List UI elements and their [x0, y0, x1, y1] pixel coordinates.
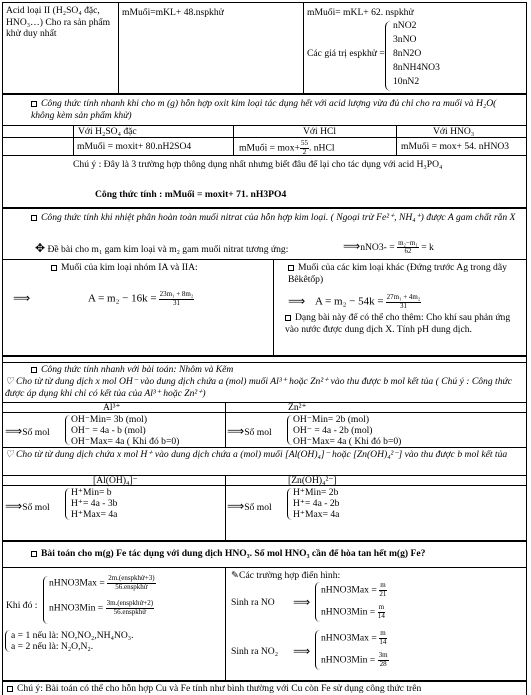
formula-h3po4: Công thức tính : mMuối = moxit+ 71. nH3PO4 [95, 189, 287, 200]
no2-min: nHNO3Min = $\frac{3m}{28}$ [321, 651, 388, 668]
zn-line: OH⁻Max= 4a ( Khi đó b=0) [293, 436, 402, 447]
note-h3po4: Chú ý : Đây là 3 trường hợp thông dụng nhất nhưng biết đâu để lại cho tác dụng với acid H₃PO₄ [73, 159, 443, 170]
right-arrow-icon: ⟹ [293, 595, 311, 609]
no2-max: nHNO3Max = $\frac{m}{14}$ [321, 629, 387, 646]
khi-do-label: Khi đó : [6, 600, 38, 611]
hno3-min-formula: nHNO3Min = $\frac{\text{3m.(enspkhử+2)}}{\text{56.enspkhử}}$ [49, 599, 154, 616]
col-header-hcl: Với HCl [303, 126, 337, 137]
checkbox-icon [31, 215, 37, 221]
no2-label: Sinh ra NO₂ [231, 646, 279, 657]
aloh4-line: H⁺Min= b [71, 487, 112, 498]
oh-question: Cho từ từ dung dịch x mol OH⁻ vào dung dịch chứa a (mol) muối Al³⁺ hoặc Zn²⁺ vào thu được b mol kết tủa ( Chú ý : Công thức được áp dụng khi chỉ có kết tủa của Al³⁺ hoặc Zn²⁺) [5, 376, 512, 399]
znoh4-line: H⁺= 4a - 2b [293, 498, 340, 509]
al-line: OH⁻Max= 4a ( Khi đó b=0) [71, 436, 180, 447]
right-arrow-icon: ⟹ [227, 424, 245, 438]
acid-type-cell: Acid loại II (H₂SO₄ đặc, HNO₃…) Cho ra sản phẩm khử duy nhất [6, 5, 111, 40]
no-min: nHNO3Min = $\frac{m}{14}$ [321, 603, 385, 620]
formula-h2so4: mMuối = moxit+ 80.nH2SO4 [77, 141, 192, 152]
ph-note: Dạng bài này để có thể cho thêm: Cho khí sau phản ứng vào nước được dung dịch X. Tính pH dung dịch. [285, 312, 511, 335]
section-title: Công thức tính nhanh khi cho m (g) hỗn hợp oxit kim loại tác dụng hết với acid lượng vừa đủ chỉ cho ra muối và H₂O( không kèm sản phẩm khử) [31, 98, 497, 121]
aloh4-line: H⁺= 4a - 3b [71, 498, 118, 509]
formula-other: A = m₂ − 54k = $\frac{\text{27m₁ + 4m₂}}{31}$ [315, 293, 421, 310]
typical-cases-label: ✎Các trường hợp điển hình: [231, 570, 341, 581]
group-iaiia-heading: Muối của kim loại nhóm IA và IIA: [61, 262, 198, 273]
right-arrow-icon: ⟹ [343, 239, 361, 253]
al-line: OH⁻Min= 3b (mol) [71, 414, 148, 425]
checkbox-icon [31, 367, 37, 373]
heart-icon: ♡ [5, 376, 14, 387]
no-max: nHNO3Max = $\frac{m}{21}$ [321, 581, 387, 598]
electron-value: 8nNH4NO3 [393, 62, 440, 73]
al-zn-section [2, 356, 527, 541]
checkbox-icon [51, 265, 57, 271]
checkbox-icon [31, 551, 37, 557]
nitrate-section [2, 208, 527, 356]
right-arrow-icon: ⟹ [5, 499, 23, 513]
oxide-section [2, 94, 527, 208]
formula-hcl: mMuối = mox+ $\frac{55}{2}$ . nHCl [239, 139, 335, 156]
znoh4-line: H⁺Max= 4a [293, 509, 340, 520]
pen-icon: ✎ [231, 570, 240, 581]
no-label: Sinh ra NO [231, 597, 275, 608]
aloh4-header: [Al(OH)₄]⁻ [93, 475, 138, 486]
right-arrow-icon: ⟹ [5, 424, 23, 438]
fe-hno3-section [2, 541, 527, 681]
mol-label: ⟹Số mol [227, 499, 272, 513]
electron-values-label: Các giá trị espkhử = [307, 48, 385, 59]
footer-text: Chú ý: Bài toán có thể cho hỗn hợp Cu và Fe tính như bình thường với Cu còn Fe sử dụng công thức trên [17, 683, 422, 694]
right-arrow-icon: ⟹ [227, 499, 245, 513]
right-arrow-icon: ⟹ [13, 291, 31, 305]
al-header: Al³⁺ [103, 402, 121, 413]
aloh4-line: H⁺Max= 4a [71, 509, 118, 520]
znoh4-line: H⁺Min= 2b [293, 487, 339, 498]
mol-label: ⟹Số mol [5, 424, 50, 438]
hno3-max-formula: nHNO3Max = $\frac{\text{2m.(enspkhử+3)}}{\text{56.enspkhử}}$ [49, 574, 155, 591]
checkbox-icon [285, 315, 291, 321]
zn-header: Zn²⁺ [288, 402, 307, 413]
section-title: Công thức tính nhanh với bài toán: Nhôm và Kẽm [41, 364, 234, 375]
a-equals-2: a = 2 nếu là: N₂O,N₂. [11, 641, 94, 652]
top-table [2, 2, 527, 94]
col-header-h2so4: Với H₂SO₄ đặc [78, 126, 137, 137]
al-line: OH⁻ = 4a - b (mol) [71, 425, 146, 436]
heart-icon: ♡ [5, 449, 14, 460]
checkbox-icon [7, 686, 13, 692]
diamond-arrow-icon: ✥ [35, 241, 46, 255]
nitrate-salt-formula: mMuối= mKL+ 62. nspkhử [307, 7, 414, 18]
sulfate-salt-formula: mMuối=mKL+ 48.nspkhử [122, 7, 224, 18]
given-text: ✥ Đề bài cho m₁ gam kim loại và m₂ gam muối nitrat tương ứng: [35, 241, 289, 255]
h-question: Cho từ từ dung dịch chứa x mol H⁺ vào dung dịch chứa a (mol) muối [Al(OH)₄]⁻ hoặc [Zn(OH)₄²⁻] vào thu được b mol kết tủa [16, 449, 508, 460]
electron-value: 8nN2O [393, 48, 422, 59]
electron-value: nNO2 [393, 20, 417, 31]
zn-line: OH⁻Min= 2b (mol) [293, 414, 370, 425]
mol-label: ⟹Số mol [5, 499, 50, 513]
footer-note [2, 681, 527, 695]
zn-line: OH⁻ = 4a - 2b (mol) [293, 425, 373, 436]
section-title: Bài toán cho m(g) Fe tác dụng với dung dịch HNO₃. Số mol HNO₃ cần để hòa tan hết m(g) Fe? [41, 548, 426, 559]
k-formula: ⟹nNO3- = $\frac{\text{m₂−m₁}}{62}$ = k [343, 238, 434, 256]
a-equals-1: a = 1 nếu là: NO,NO₂,NH₄NO₃. [11, 630, 134, 641]
formula-iaiia: A = m₂ − 16k = $\frac{\text{23m₁ + 8m₂}}{31}$ [88, 290, 194, 307]
other-metals-heading: Muối của các kim loại khác (Đứng trước Ag trong dãy Bêkêtốp) [288, 262, 507, 285]
right-arrow-icon: ⟹ [293, 644, 311, 658]
znoh4-header: [Zn(OH)₄²⁻] [288, 475, 337, 486]
col-header-hno3: Với HNO₃ [433, 126, 475, 137]
electron-value: 10nN2 [393, 76, 420, 87]
formula-hno3: mMuối = mox+ 54. nHNO3 [401, 141, 510, 152]
checkbox-icon [31, 101, 37, 107]
right-arrow-icon: ⟹ [288, 294, 306, 308]
section-title: Công thức tính khi nhiệt phân hoàn toàn muối nitrat của hỗn hợp kim loại. ( Ngoại trừ Fe²⁺, NH₄⁺) được A gam chất rắn X [41, 212, 516, 223]
mol-label: ⟹Số mol [227, 424, 272, 438]
checkbox-icon [288, 265, 294, 271]
electron-value: 3nNO [393, 34, 417, 45]
